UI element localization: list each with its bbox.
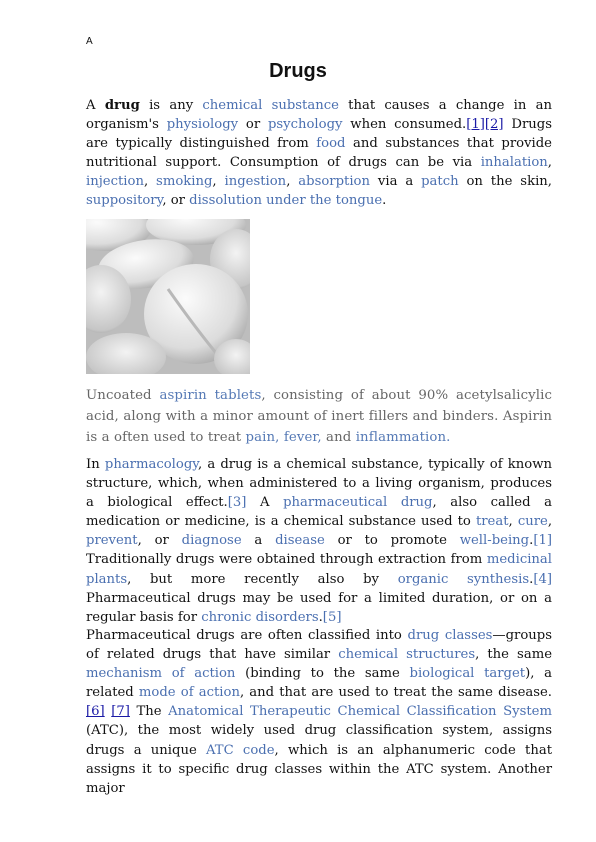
text: . bbox=[529, 533, 534, 549]
link-drug-classes[interactable]: drug classes bbox=[407, 628, 493, 643]
citation-5[interactable]: [5] bbox=[322, 609, 342, 625]
text: (ATC), the most widely used drug classification system, assigns drugs a unique bbox=[86, 723, 552, 758]
text: A bbox=[246, 495, 284, 511]
text: Pharmaceutical drugs may be used for a limited duration, or on a regular basis for bbox=[86, 590, 552, 625]
text: , bbox=[547, 514, 553, 530]
link-patch[interactable]: patch bbox=[421, 174, 459, 190]
text: that causes a change in an organism's bbox=[86, 98, 552, 133]
text: a bbox=[241, 533, 276, 549]
text: or bbox=[238, 117, 268, 133]
link-aspirin-tablets[interactable]: aspirin tablets bbox=[159, 388, 262, 403]
link-physiology[interactable]: physiology bbox=[166, 117, 239, 133]
text: Pharmaceutical drugs are often classified into bbox=[86, 628, 408, 643]
text: , and that are used to treat the same disease. bbox=[239, 685, 552, 701]
page-title: Drugs bbox=[269, 60, 327, 82]
text: A bbox=[86, 98, 105, 113]
link-mechanism-of-action[interactable]: mechanism of action bbox=[86, 666, 236, 682]
text: —groups of related drugs that have similar bbox=[86, 628, 552, 663]
link-atc-code[interactable]: ATC code bbox=[206, 742, 275, 758]
link-biological-target[interactable]: biological target bbox=[409, 666, 526, 682]
text: , the same bbox=[475, 647, 553, 663]
citation-1[interactable]: [1] bbox=[466, 117, 485, 133]
text: via a bbox=[370, 174, 422, 190]
citation-3[interactable]: [3] bbox=[227, 495, 247, 511]
link-absorption[interactable]: absorption bbox=[298, 174, 370, 190]
aspirin-tablets-image bbox=[86, 219, 250, 374]
link-well-being[interactable]: well-being bbox=[459, 533, 530, 549]
link-inflammation[interactable]: inflammation. bbox=[355, 430, 451, 445]
text: , bbox=[143, 174, 157, 190]
citation-6[interactable]: [6] bbox=[86, 704, 105, 720]
header-mark: A bbox=[86, 36, 93, 47]
citation-1b[interactable]: [1] bbox=[533, 533, 552, 549]
citation-7[interactable]: [7] bbox=[111, 704, 130, 720]
text: . bbox=[529, 571, 534, 587]
text: Drugs are typically distinguished from bbox=[86, 117, 552, 152]
citation-4[interactable]: [4] bbox=[533, 571, 552, 587]
link-pharmacology[interactable]: pharmacology bbox=[104, 457, 198, 472]
text: The bbox=[129, 704, 169, 720]
link-atc-system[interactable]: Anatomical Therapeutic Chemical Classification System bbox=[168, 704, 552, 720]
link-chemical-structures[interactable]: chemical structures bbox=[338, 647, 476, 663]
link-dissolution[interactable]: dissolution under the tongue bbox=[189, 193, 383, 209]
text: or to promote bbox=[324, 533, 460, 549]
text: (binding to the same bbox=[235, 666, 410, 682]
text: , consisting of about 90% acetylsalicylic acid, along with a minor amount of inert fillers and binders. Aspirin is a often used to treat bbox=[86, 388, 552, 445]
image-caption bbox=[86, 385, 552, 448]
text: , bbox=[212, 174, 225, 190]
link-diagnose[interactable]: diagnose bbox=[181, 533, 242, 549]
link-pain-fever[interactable]: pain, fever, bbox=[245, 430, 322, 445]
link-chemical-substance[interactable]: chemical substance bbox=[202, 98, 339, 113]
link-treat[interactable]: treat bbox=[475, 514, 509, 530]
text: , but more recently also by bbox=[127, 571, 398, 587]
text: ), a related bbox=[86, 666, 552, 701]
text: and bbox=[321, 430, 356, 445]
text: and substances that provide nutritional support. Consumption of drugs can be via bbox=[86, 136, 552, 171]
link-food[interactable]: food bbox=[316, 136, 346, 152]
text: Uncoated bbox=[86, 388, 160, 403]
intro-paragraph bbox=[86, 96, 552, 211]
text: In bbox=[86, 457, 105, 472]
text: . bbox=[318, 609, 323, 625]
text: Traditionally drugs were obtained through extraction from bbox=[86, 552, 487, 568]
link-ingestion[interactable]: ingestion bbox=[224, 174, 287, 190]
link-smoking[interactable]: smoking bbox=[156, 174, 213, 190]
text: , or bbox=[137, 533, 182, 549]
text: when consumed. bbox=[342, 117, 467, 133]
text: , bbox=[508, 514, 518, 530]
text: on the skin, bbox=[458, 174, 552, 190]
text: is any bbox=[139, 98, 203, 113]
link-pharmaceutical-drug[interactable]: pharmaceutical drug bbox=[283, 495, 433, 511]
text: , a drug is a chemical substance, typically of known structure, which, when administered to a living organism, produces a biological effect. bbox=[86, 457, 552, 511]
text: , bbox=[286, 174, 299, 190]
text: , bbox=[547, 155, 552, 171]
link-suppository[interactable]: suppository bbox=[86, 193, 163, 209]
pharmacology-paragraph bbox=[86, 455, 552, 627]
text: , which is an alphanumeric code that assigns it to specific drug classes within the ATC system. Another major bbox=[86, 742, 553, 796]
link-disease[interactable]: disease bbox=[275, 533, 325, 549]
link-prevent[interactable]: prevent bbox=[86, 533, 138, 549]
text: . bbox=[382, 193, 387, 209]
bold-term-drug: drug bbox=[104, 98, 140, 113]
link-injection[interactable]: injection bbox=[86, 174, 144, 190]
tablets-illustration bbox=[86, 219, 250, 374]
link-chronic-disorders[interactable]: chronic disorders bbox=[201, 609, 319, 625]
link-mode-of-action[interactable]: mode of action bbox=[138, 685, 240, 701]
link-cure[interactable]: cure bbox=[517, 514, 548, 530]
link-organic-synthesis[interactable]: organic synthesis bbox=[397, 571, 530, 587]
text: , or bbox=[162, 193, 190, 209]
link-medicinal-plants[interactable]: medicinal plants bbox=[86, 552, 552, 587]
citation-2[interactable]: [2] bbox=[484, 117, 504, 133]
link-psychology[interactable]: psychology bbox=[267, 117, 343, 133]
link-inhalation[interactable]: inhalation bbox=[480, 155, 548, 171]
classification-paragraph bbox=[86, 626, 552, 798]
text: , also called a medication or medicine, is a chemical substance used to bbox=[86, 495, 552, 530]
